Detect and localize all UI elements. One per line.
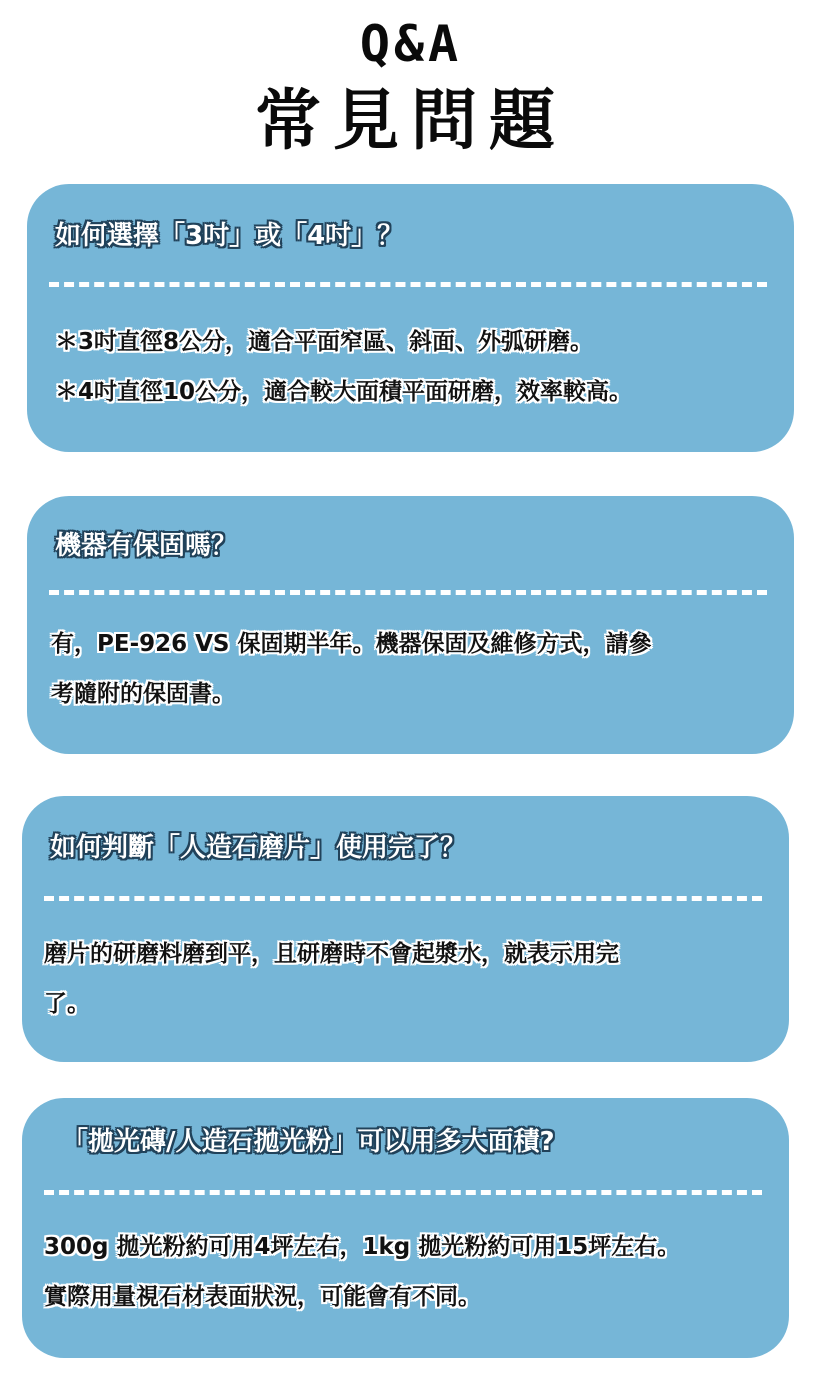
answer-line: 實際用量視石材表面狀況，可能會有不同。 <box>44 1284 481 1310</box>
faq-answer <box>51 619 652 719</box>
faq-answer <box>55 317 632 417</box>
divider-line <box>49 590 767 595</box>
answer-line: ＊3吋直徑8公分，適合平面窄區、斜面、外弧研磨。 <box>55 329 594 355</box>
faq-question: 機器有保固嗎？ <box>55 531 238 561</box>
faq-card <box>22 796 789 1062</box>
faq-answer <box>44 1222 680 1322</box>
page-title: 常見問題 <box>255 82 567 159</box>
faq-question: 如何選擇「3吋」或「4吋」？ <box>55 221 404 251</box>
faq-question: 如何判斷「人造石磨片」使用完了？ <box>50 833 467 863</box>
divider-line <box>49 282 767 287</box>
answer-line: 300g 拋光粉約可用4坪左右，1kg 拋光粉約可用15坪左右。 <box>44 1234 681 1260</box>
answer-line: 考隨附的保固書。 <box>51 681 235 707</box>
answer-line: ＊4吋直徑10公分，適合較大面積平面研磨，效率較高。 <box>55 379 633 405</box>
faq-card <box>27 184 794 452</box>
answer-line: 有，PE-926 VS 保固期半年。機器保固及維修方式，請參 <box>51 631 652 657</box>
divider-line <box>44 896 762 901</box>
divider-line <box>44 1190 762 1195</box>
faq-card <box>27 496 794 754</box>
qa-heading: Q&A <box>359 15 463 73</box>
faq-question: 「拋光磚/人造石拋光粉」可以用多大面積? <box>62 1127 555 1157</box>
faq-answer <box>44 929 619 1029</box>
faq-card <box>22 1098 789 1358</box>
answer-line: 磨片的研磨料磨到平，且研磨時不會起漿水，就表示用完 <box>44 941 619 967</box>
answer-line: 了。 <box>44 991 90 1017</box>
